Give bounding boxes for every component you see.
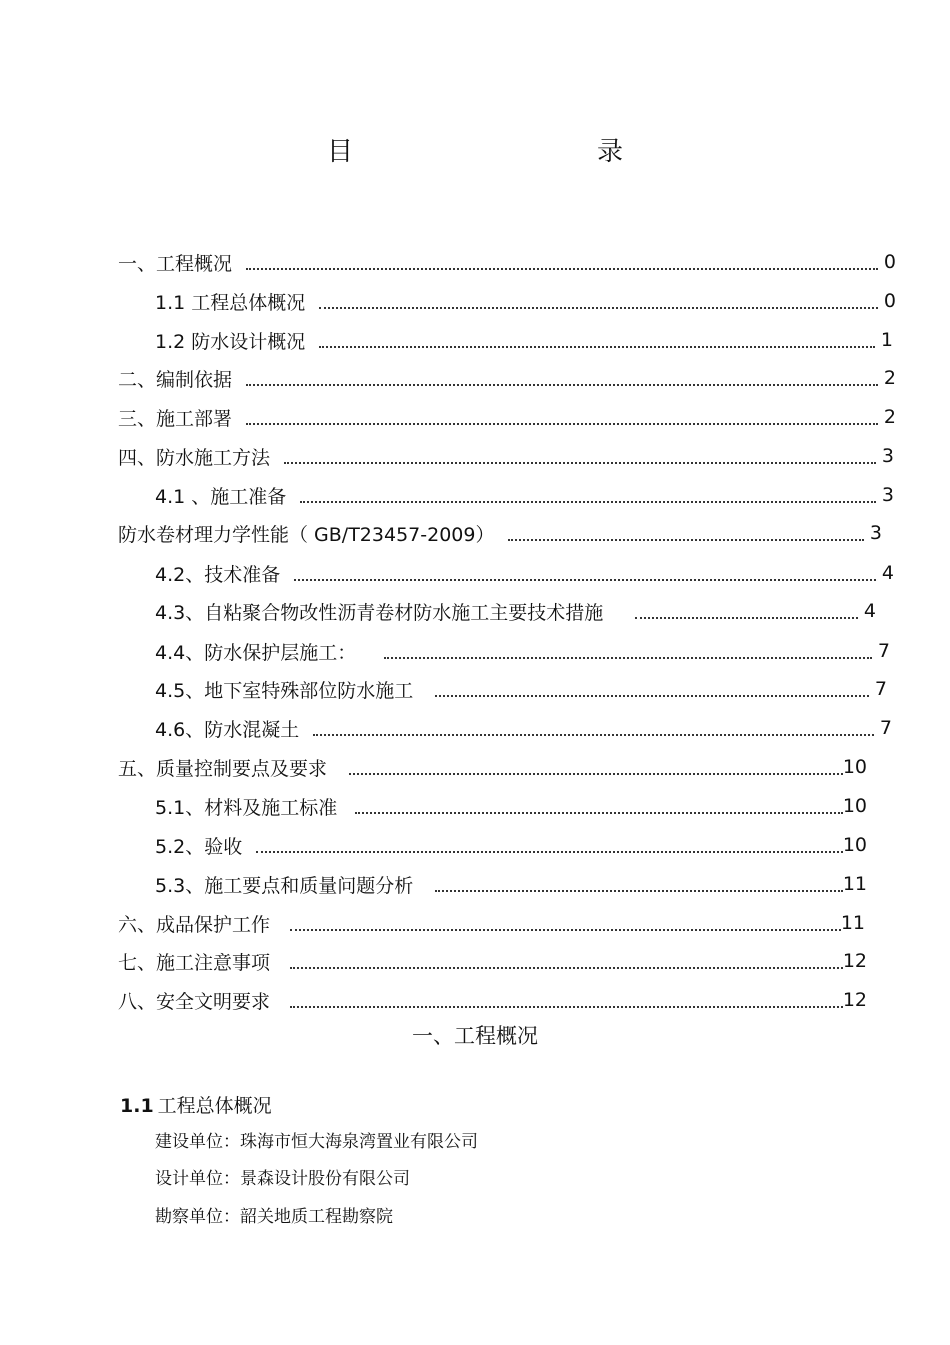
- toc-entry-page: 3: [869, 522, 882, 544]
- toc-entry-page: 4: [863, 600, 876, 622]
- toc-entry-2[interactable]: [118, 363, 896, 393]
- toc-dot-leader: [300, 501, 876, 503]
- toc-dot-leader: [319, 307, 878, 309]
- toc-entry-page: 10: [842, 756, 867, 778]
- toc-entry-label: 六、成品保护工作: [118, 913, 271, 936]
- toc-entry-page: 7: [877, 640, 890, 662]
- toc-entry-label: 4.6、防水混凝土: [155, 718, 300, 741]
- toc-entry-page: 2: [883, 406, 896, 428]
- toc-entry-label: 1.2 防水设计概况: [155, 330, 306, 353]
- toc-entry-3[interactable]: [118, 402, 896, 432]
- toc-entry-page: 4: [881, 562, 894, 584]
- toc-entry-label: 4.1 、施工准备: [155, 485, 287, 508]
- toc-entry-page: 10: [842, 834, 867, 856]
- info-line-designer: 设计单位：景森设计股份有限公司: [155, 1169, 410, 1189]
- toc-entry-page: 12: [842, 989, 867, 1011]
- toc-entry-page: 7: [879, 717, 892, 739]
- toc-entry-page: 3: [881, 484, 894, 506]
- toc-entry-label: 4.4、防水保护层施工：: [155, 641, 357, 664]
- toc-entry-label: 防水卷材理力学性能（ GB/T23457-2009）: [118, 523, 495, 546]
- toc-entry-page: 11: [842, 873, 867, 895]
- toc-entry-label: 4.5、地下室特殊部位防水施工: [155, 679, 414, 702]
- toc-dot-leader: [294, 579, 876, 581]
- toc-dot-leader: [435, 695, 869, 697]
- toc-entry-5-3[interactable]: [155, 869, 867, 899]
- toc-dot-leader: [355, 812, 843, 814]
- toc-entry-page: 11: [840, 912, 865, 934]
- toc-entry-5-1[interactable]: [155, 791, 867, 821]
- toc-entry-page: 0: [883, 251, 896, 273]
- toc-dot-leader: [384, 657, 872, 659]
- toc-entry-label: 三、施工部署: [118, 407, 233, 430]
- toc-dot-leader: [256, 851, 843, 853]
- toc-entry-page: 1: [880, 329, 893, 351]
- toc-dot-leader: [290, 967, 843, 969]
- toc-entry-standard[interactable]: [118, 518, 882, 548]
- toc-entry-label: 四、防水施工方法: [118, 446, 271, 469]
- toc-entry-1-1[interactable]: [155, 286, 896, 316]
- toc-entry-5[interactable]: [118, 752, 867, 782]
- toc-entry-6[interactable]: [118, 908, 865, 938]
- toc-dot-leader: [508, 539, 863, 541]
- toc-entry-4-3[interactable]: [155, 596, 876, 626]
- toc-entry-page: 10: [842, 795, 867, 817]
- toc-entry-label: 二、编制依据: [118, 368, 233, 391]
- toc-entry-label: 1.1 工程总体概况: [155, 291, 306, 314]
- toc-entry-7[interactable]: [118, 946, 867, 976]
- toc-entry-page: 0: [883, 290, 896, 312]
- toc-entry-page: 3: [881, 445, 894, 467]
- section-heading: 一、工程概况: [412, 1024, 538, 1048]
- toc-dot-leader: [635, 617, 858, 619]
- toc-entry-page: 7: [874, 678, 887, 700]
- toc-dot-leader: [290, 929, 841, 931]
- toc-entry-page: 2: [883, 367, 896, 389]
- info-line-builder: 建设单位：珠海市恒大海泉湾置业有限公司: [155, 1132, 478, 1152]
- sub-heading-number: 1.1: [120, 1095, 154, 1117]
- toc-entry-4-6[interactable]: [155, 713, 892, 743]
- toc-entry-1[interactable]: [118, 247, 896, 277]
- toc-entry-8[interactable]: [118, 985, 867, 1015]
- toc-dot-leader: [313, 734, 874, 736]
- toc-entry-4-2[interactable]: [155, 558, 894, 588]
- sub-heading: [120, 1092, 272, 1120]
- toc-entry-label: 一、工程概况: [118, 252, 233, 275]
- sub-heading-title: 工程总体概况: [157, 1095, 272, 1117]
- toc-dot-leader: [349, 773, 843, 775]
- toc-entry-4[interactable]: [118, 441, 894, 471]
- toc-entry-5-2[interactable]: [155, 830, 867, 860]
- toc-dot-leader: [246, 384, 878, 386]
- toc-entry-label: 八、安全文明要求: [118, 990, 271, 1013]
- info-line-surveyor: 勘察单位：韶关地质工程勘察院: [155, 1207, 393, 1227]
- toc-entry-4-5[interactable]: [155, 674, 887, 704]
- toc-entry-label: 4.3、自粘聚合物改性沥青卷材防水施工主要技术措施: [155, 601, 604, 624]
- toc-dot-leader: [435, 890, 843, 892]
- toc-dot-leader: [246, 423, 878, 425]
- toc-entry-1-2[interactable]: [155, 325, 893, 355]
- toc-entry-label: 5.2、验收: [155, 835, 243, 858]
- toc-entry-label: 4.2、技术准备: [155, 563, 281, 586]
- toc-entry-4-4[interactable]: [155, 636, 890, 666]
- toc-entry-4-1[interactable]: [155, 480, 894, 510]
- page-title: 目 录: [326, 137, 687, 167]
- toc-dot-leader: [284, 462, 876, 464]
- toc-entry-page: 12: [842, 950, 867, 972]
- toc-entry-label: 七、施工注意事项: [118, 951, 271, 974]
- toc-entry-label: 5.1、材料及施工标准: [155, 796, 338, 819]
- toc-entry-label: 5.3、施工要点和质量问题分析: [155, 874, 414, 897]
- toc-dot-leader: [319, 346, 875, 348]
- toc-entry-label: 五、质量控制要点及要求: [118, 757, 328, 780]
- toc-dot-leader: [290, 1006, 843, 1008]
- toc-dot-leader: [246, 268, 878, 270]
